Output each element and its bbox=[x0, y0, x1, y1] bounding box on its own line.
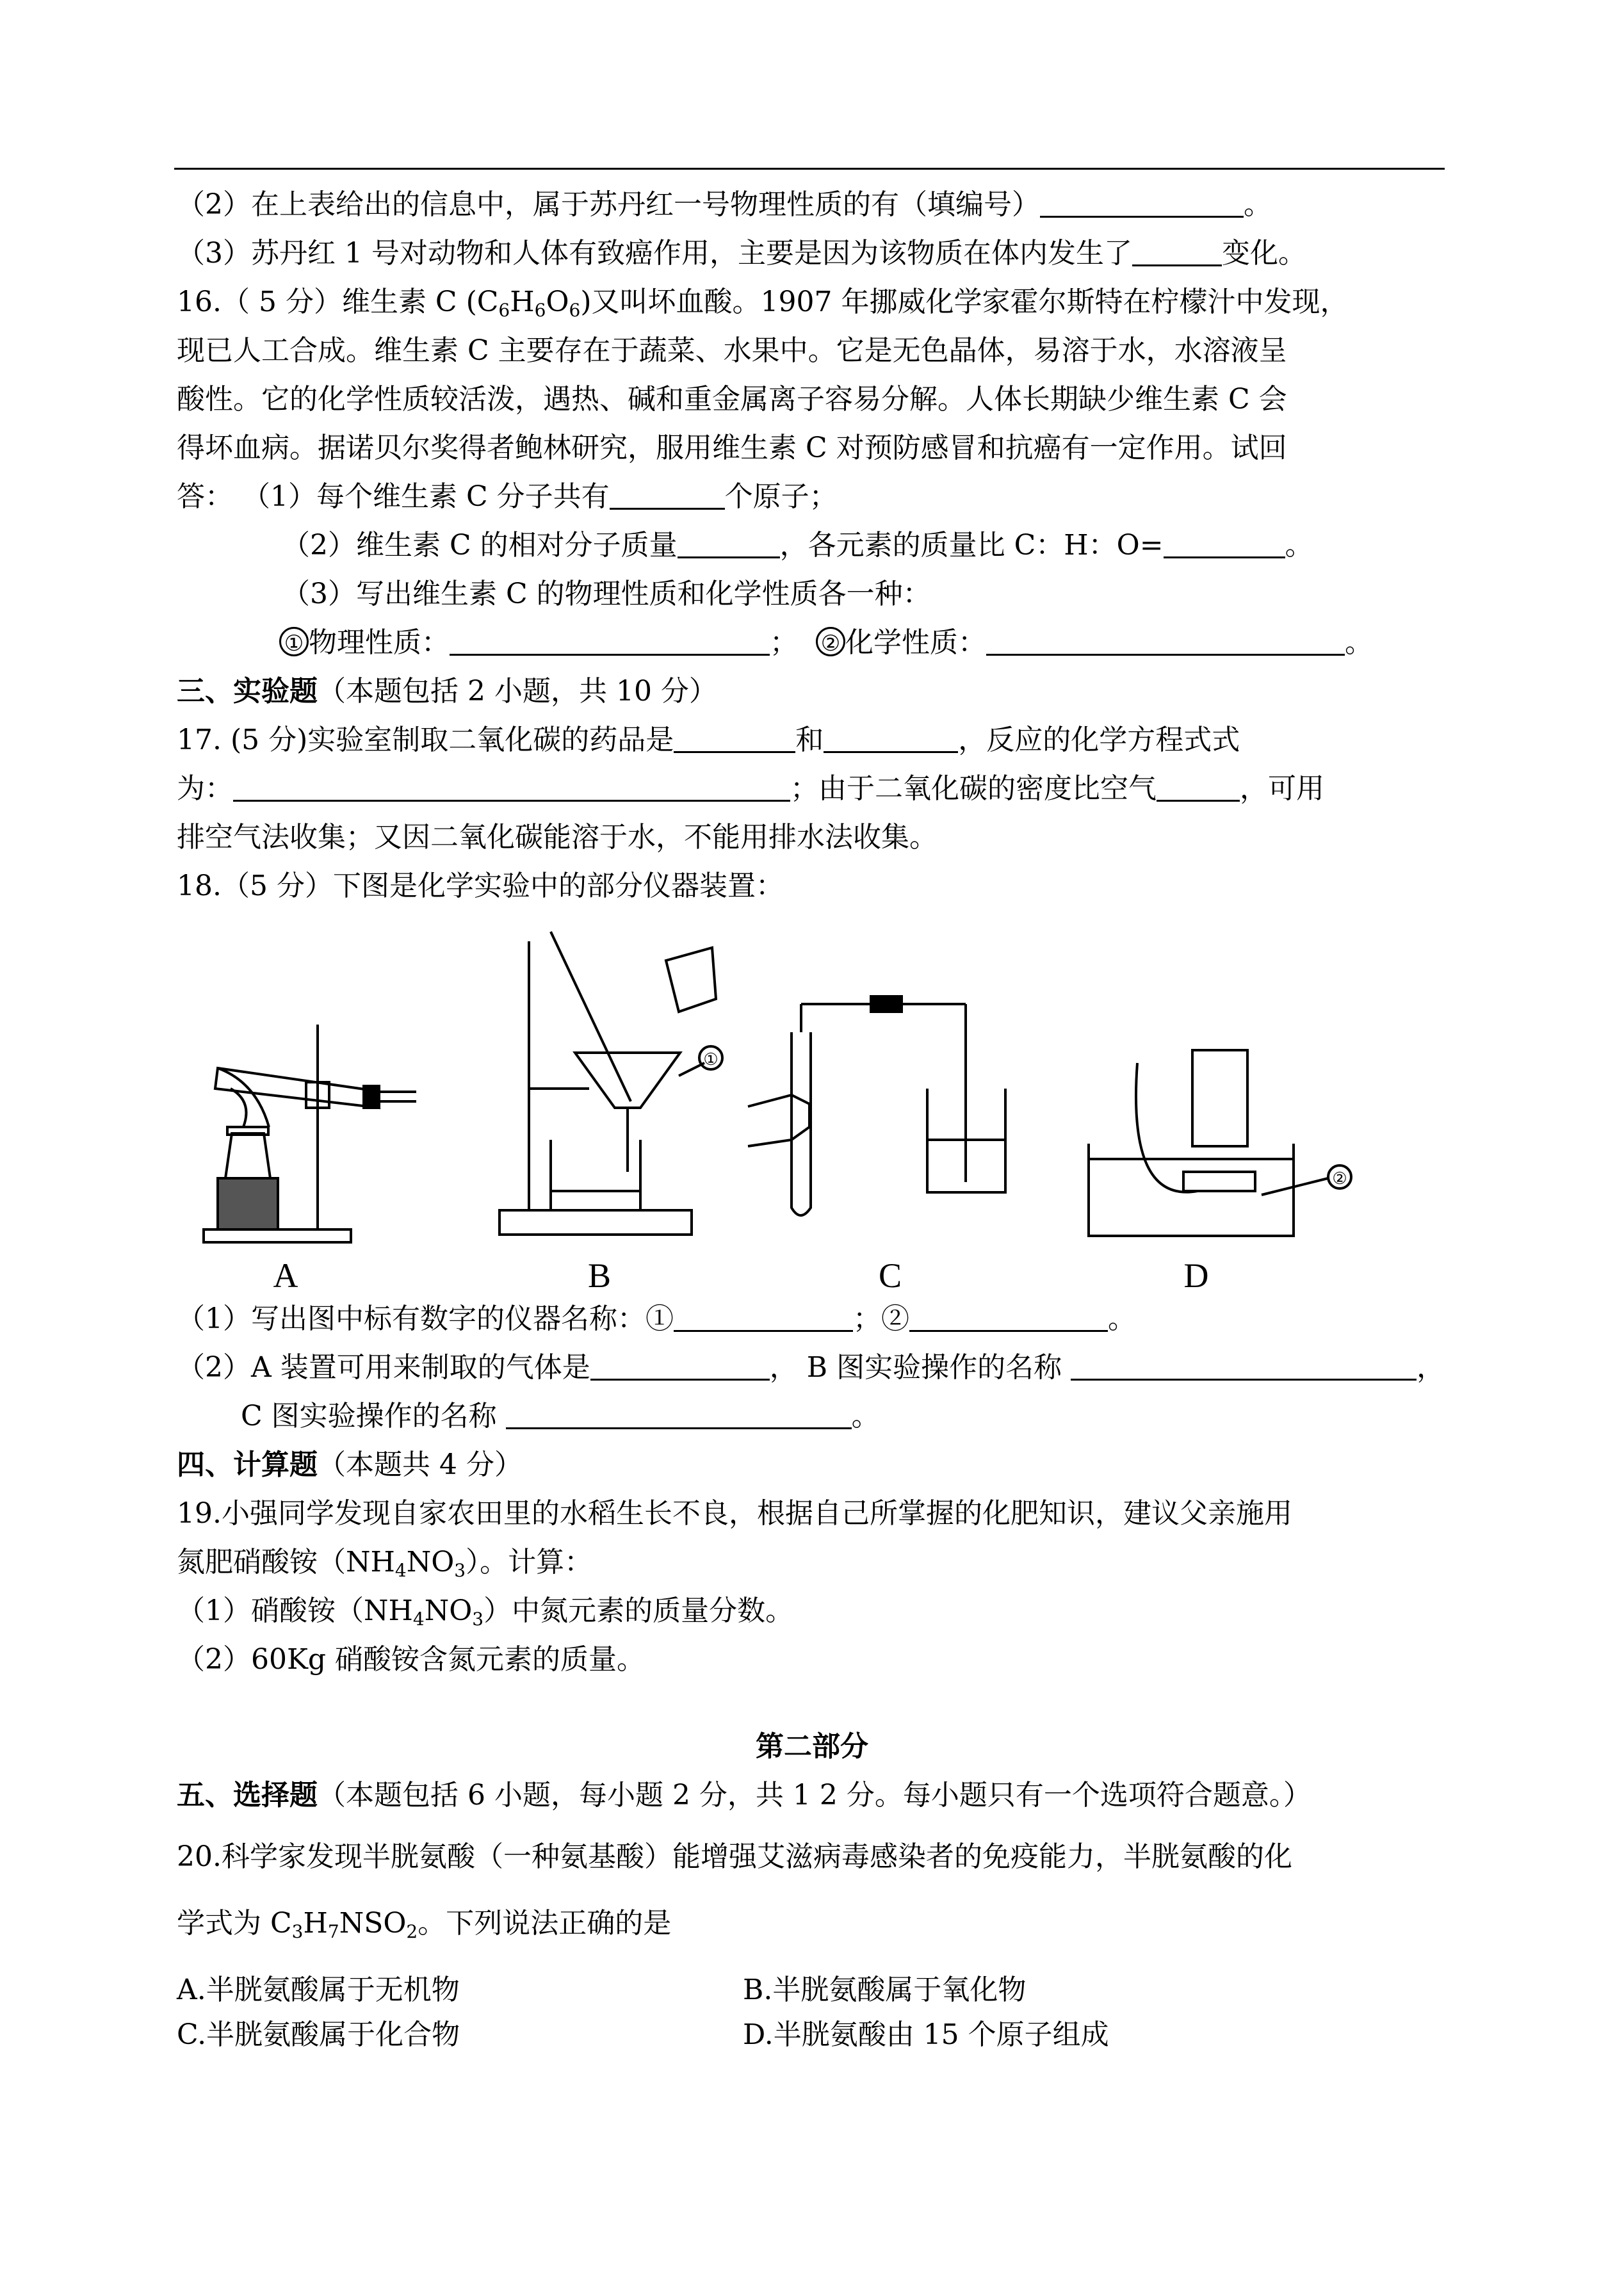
section-4-heading bbox=[177, 1447, 523, 1483]
q18-part3-text: C 图实验操作的名称 bbox=[241, 1400, 497, 1432]
q16-part1-text: 答： （1）每个维生素 C 分子共有 bbox=[177, 480, 610, 513]
line-end: 。 bbox=[851, 1400, 880, 1432]
section-note: （本题包括 6 小题，每小题 2 分，共 1 2 分。每小题只有一个选项符合题意。） bbox=[318, 1779, 1311, 1812]
circled-one: ① bbox=[279, 627, 309, 656]
q16-line4: 得坏血病。据诺贝尔奖得者鲍林研究，服用维生素 C 对预防感冒和抗癌有一定作用。试回 bbox=[177, 432, 1287, 464]
circled-two: ② bbox=[816, 627, 845, 656]
line-end: 。 bbox=[1108, 1302, 1136, 1335]
q19-line1: 19.小强同学发现自家农田里的水稻生长不良，根据自己所掌握的化肥知识，建议父亲施用 bbox=[177, 1497, 1292, 1530]
q18-part2 bbox=[177, 1350, 1445, 1386]
answer-blank[interactable] bbox=[233, 774, 790, 802]
q19-text: 氮肥硝酸铵（NH bbox=[177, 1546, 395, 1578]
option-a[interactable]: A.半胱氨酸属于无机物 bbox=[177, 1974, 460, 2006]
physical-property-label: 物理性质： bbox=[309, 626, 450, 659]
q16-part1 bbox=[177, 479, 838, 515]
subscript: 6 bbox=[569, 300, 581, 321]
q19-part1 bbox=[177, 1593, 793, 1629]
subscript: 4 bbox=[412, 1609, 425, 1630]
q20-text: 学式为 C bbox=[177, 1907, 292, 1940]
q19-text: NO bbox=[406, 1546, 455, 1578]
q16-text: )又叫坏血酸。1907 年挪威化学家霍尔斯特在柠檬汁中发现， bbox=[580, 286, 1349, 318]
chemical-property-label: 化学性质： bbox=[845, 626, 986, 659]
answer-blank[interactable] bbox=[450, 628, 770, 656]
label-b: B bbox=[587, 1256, 612, 1295]
apparatus-b bbox=[499, 932, 722, 1235]
section-3-heading bbox=[177, 674, 717, 710]
formula-part: O bbox=[546, 286, 569, 318]
q17-line3: 排空气法收集；又因二氧化碳能溶于水，不能用排水法收集。 bbox=[177, 821, 938, 854]
q18-part1 bbox=[177, 1301, 1136, 1337]
q18-part1-text2: ；② bbox=[853, 1302, 909, 1335]
q18-part1-text: （1）写出图中标有数字的仪器名称：① bbox=[177, 1302, 674, 1335]
q19-part2: （2）60Kg 硝酸铵含氮元素的质量。 bbox=[177, 1643, 646, 1676]
top-rule bbox=[174, 168, 1445, 170]
q17-line1 bbox=[177, 722, 1240, 758]
q19-text: NO bbox=[424, 1594, 473, 1627]
answer-blank[interactable] bbox=[1040, 190, 1244, 218]
section-note: （本题包括 2 小题，共 10 分） bbox=[318, 675, 717, 708]
option-c[interactable]: C.半胱氨酸属于化合物 bbox=[177, 2018, 460, 2051]
q16-part1-end: 个原子； bbox=[724, 480, 838, 513]
subscript: 4 bbox=[394, 1560, 407, 1581]
subscript: 3 bbox=[291, 1921, 304, 1942]
subscript: 2 bbox=[406, 1921, 418, 1942]
q15-part3 bbox=[177, 236, 1306, 272]
q16-part2-end: 。 bbox=[1285, 529, 1313, 562]
q20-line1: 20.科学家发现半胱氨酸（一种氨基酸）能增强艾滋病毒感染者的免疫能力，半胱氨酸的化 bbox=[177, 1840, 1292, 1873]
q20-line2 bbox=[177, 1906, 671, 1942]
q19-text: （1）硝酸铵（NH bbox=[177, 1594, 413, 1627]
section-title: 四、计算题 bbox=[177, 1448, 318, 1481]
q16-line2: 现已人工合成。维生素 C 主要存在于蔬菜、水果中。它是无色晶体，易溶于水，水溶液呈 bbox=[177, 334, 1287, 367]
answer-blank[interactable] bbox=[1164, 531, 1285, 558]
subscript: 3 bbox=[472, 1609, 484, 1630]
q16-part2-text: （2）维生素 C 的相对分子质量 bbox=[282, 529, 678, 562]
subscript: 6 bbox=[498, 300, 510, 321]
q18-part2-text: （2）A 装置可用来制取的气体是 bbox=[177, 1351, 590, 1384]
q17-line2 bbox=[177, 771, 1324, 807]
answer-blank[interactable] bbox=[909, 1304, 1108, 1332]
q18-part2-text2: ， B 图实验操作的名称 bbox=[769, 1351, 1062, 1384]
marker-two: ② bbox=[1332, 1169, 1347, 1188]
option-d[interactable]: D.半胱氨酸由 15 个原子组成 bbox=[743, 2018, 1109, 2051]
label-d: D bbox=[1183, 1256, 1209, 1295]
label-c: C bbox=[878, 1256, 902, 1295]
q20-text: 。下列说法正确的是 bbox=[418, 1907, 672, 1940]
answer-blank[interactable] bbox=[590, 1353, 770, 1381]
apparatus-c bbox=[748, 996, 1005, 1215]
label-a: A bbox=[273, 1256, 298, 1295]
q16-part3-answers bbox=[279, 625, 1373, 661]
q18-intro: 18.（5 分）下图是化学实验中的部分仪器装置： bbox=[177, 870, 784, 902]
q15-part2 bbox=[177, 187, 1272, 223]
option-b[interactable]: B.半胱氨酸属于氧化物 bbox=[743, 1974, 1027, 2006]
q15-part3-end: 变化。 bbox=[1221, 237, 1306, 270]
answer-blank[interactable] bbox=[610, 482, 725, 510]
q19-line2 bbox=[177, 1545, 592, 1580]
q15-part3-text: （3）苏丹红 1 号对动物和人体有致癌作用，主要是因为该物质在体内发生了 bbox=[177, 237, 1132, 270]
q16-part2 bbox=[282, 528, 1313, 564]
q17-text: ，反应的化学方程式式 bbox=[958, 724, 1240, 756]
marker-one: ① bbox=[703, 1050, 719, 1069]
section-note: （本题共 4 分） bbox=[318, 1448, 523, 1481]
answer-blank[interactable] bbox=[824, 726, 958, 753]
q17-text: ，可用 bbox=[1240, 772, 1324, 805]
line-end: 。 bbox=[1344, 626, 1373, 659]
answer-blank[interactable] bbox=[1071, 1353, 1417, 1381]
formula-part: H bbox=[510, 286, 535, 318]
answer-blank[interactable] bbox=[674, 726, 795, 753]
q19-text: ）。计算： bbox=[466, 1546, 593, 1578]
apparatus-d bbox=[1089, 1050, 1351, 1236]
q16-part3: （3）写出维生素 C 的物理性质和化学性质各一种： bbox=[282, 578, 931, 610]
q17-text: ；由于二氧化碳的密度比空气 bbox=[790, 772, 1157, 805]
subscript: 3 bbox=[454, 1560, 466, 1581]
q16-line1 bbox=[177, 284, 1349, 320]
separator: ； bbox=[770, 626, 798, 659]
apparatus-a bbox=[204, 1025, 416, 1242]
q15-part2-end: 。 bbox=[1244, 188, 1272, 221]
section-title: 五、选择题 bbox=[177, 1779, 318, 1812]
line-end: ， bbox=[1417, 1351, 1445, 1384]
q20-text: NSO bbox=[339, 1907, 407, 1940]
section-5-heading bbox=[177, 1778, 1311, 1813]
q17-text: 为： bbox=[177, 772, 233, 805]
q18-part3 bbox=[241, 1399, 880, 1434]
answer-blank[interactable] bbox=[506, 1402, 852, 1429]
subscript: 7 bbox=[327, 1921, 339, 1942]
q15-part2-text: （2）在上表给出的信息中，属于苏丹红一号物理性质的有（填编号） bbox=[177, 188, 1040, 221]
answer-blank[interactable] bbox=[986, 628, 1345, 656]
section-title: 三、实验题 bbox=[177, 675, 318, 708]
answer-blank[interactable] bbox=[678, 531, 780, 558]
q16-line3: 酸性。它的化学性质较活泼，遇热、碱和重金属离子容易分解。人体长期缺少维生素 C 会 bbox=[177, 383, 1287, 416]
q19-text: ）中氮元素的质量分数。 bbox=[483, 1594, 794, 1627]
q17-text: 和 bbox=[795, 724, 824, 756]
part-two-title: 第二部分 bbox=[756, 1730, 868, 1763]
answer-blank[interactable] bbox=[1157, 774, 1240, 802]
answer-blank[interactable] bbox=[674, 1304, 853, 1332]
q20-text: H bbox=[303, 1907, 328, 1940]
q17-text: 17. (5 分)实验室制取二氧化碳的药品是 bbox=[177, 724, 674, 756]
q16-part2-text2: ，各元素的质量比 C：H：O= bbox=[779, 529, 1164, 562]
q16-text: 16.（ 5 分）维生素 C (C bbox=[177, 286, 499, 318]
subscript: 6 bbox=[534, 300, 546, 321]
answer-blank[interactable] bbox=[1132, 239, 1222, 266]
